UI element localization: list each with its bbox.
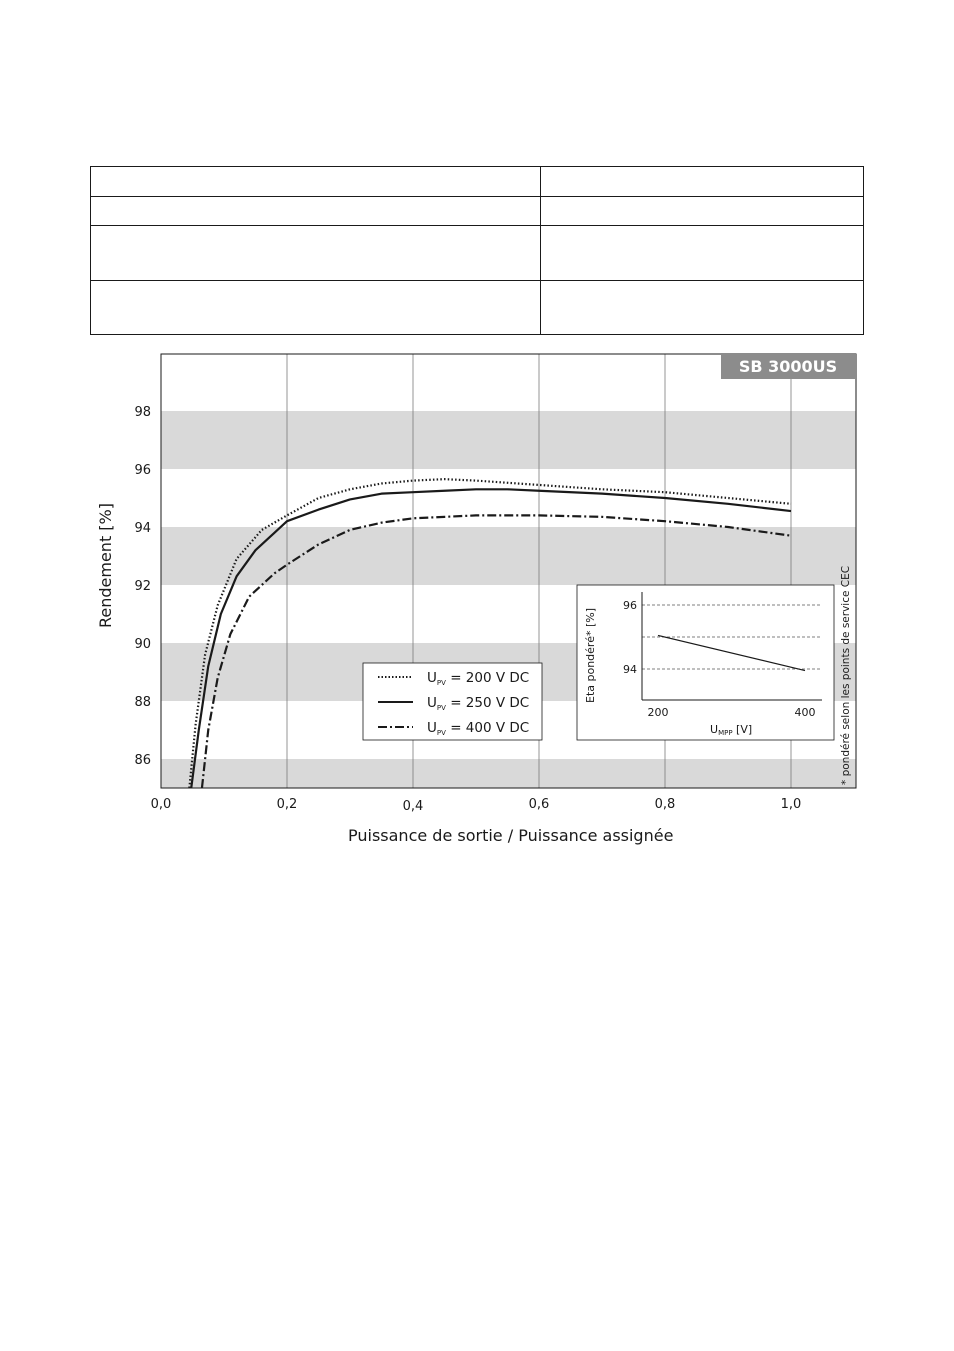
- shaded-band: [161, 759, 856, 788]
- inset-y-tick-label: 94: [623, 663, 637, 676]
- x-tick-label: 1,0: [780, 797, 802, 812]
- y-tick-label: 92: [134, 579, 151, 594]
- y-tick-label: 88: [134, 695, 151, 710]
- legend-label-rest: = 250 V DC: [445, 695, 530, 711]
- x-axis-title: Puissance de sortie / Puissance assignée: [348, 826, 674, 845]
- x-tick-label: 0,8: [654, 797, 676, 812]
- inset-x-tick-label: 200: [647, 706, 669, 719]
- x-tick-labels: [151, 797, 802, 814]
- inset-y-tick-label: 96: [623, 599, 637, 612]
- legend-label-sub: PV: [436, 704, 446, 712]
- x-tick-label: 0,4: [402, 799, 424, 814]
- inset-y-axis-title: Eta pondéré* [%]: [584, 607, 597, 703]
- legend-label-rest: = 400 V DC: [445, 720, 530, 736]
- legend-label-sub: PV: [436, 679, 446, 687]
- x-tick-label: 0,2: [276, 797, 298, 812]
- legend-label-rest: = 200 V DC: [445, 670, 530, 686]
- footnote: * pondéré selon les points de service CEC: [840, 565, 852, 785]
- inset-chart: [577, 585, 834, 740]
- inset-x-tick-label: 400: [794, 706, 816, 719]
- legend-label-main: U: [427, 670, 437, 686]
- legend-label-sub: PV: [436, 729, 446, 737]
- y-tick-label: 90: [134, 637, 151, 652]
- x-tick-label: 0,6: [528, 797, 550, 812]
- model-badge-label: SB 3000US: [738, 357, 838, 376]
- x-tick-label: 0,0: [150, 797, 172, 812]
- shaded-band: [161, 411, 856, 469]
- legend: [363, 663, 542, 740]
- y-axis-title: Rendement [%]: [96, 503, 115, 628]
- inset-x-axis-title: UMPP [V]: [710, 723, 753, 737]
- legend-label-main: U: [427, 720, 437, 736]
- shaded-band: [161, 527, 856, 585]
- y-tick-label: 86: [134, 753, 151, 768]
- y-tick-label: 94: [134, 521, 151, 536]
- legend-label-main: U: [427, 695, 437, 711]
- y-tick-label: 96: [134, 463, 151, 478]
- y-tick-labels: [134, 405, 151, 768]
- y-tick-label: 98: [134, 405, 151, 420]
